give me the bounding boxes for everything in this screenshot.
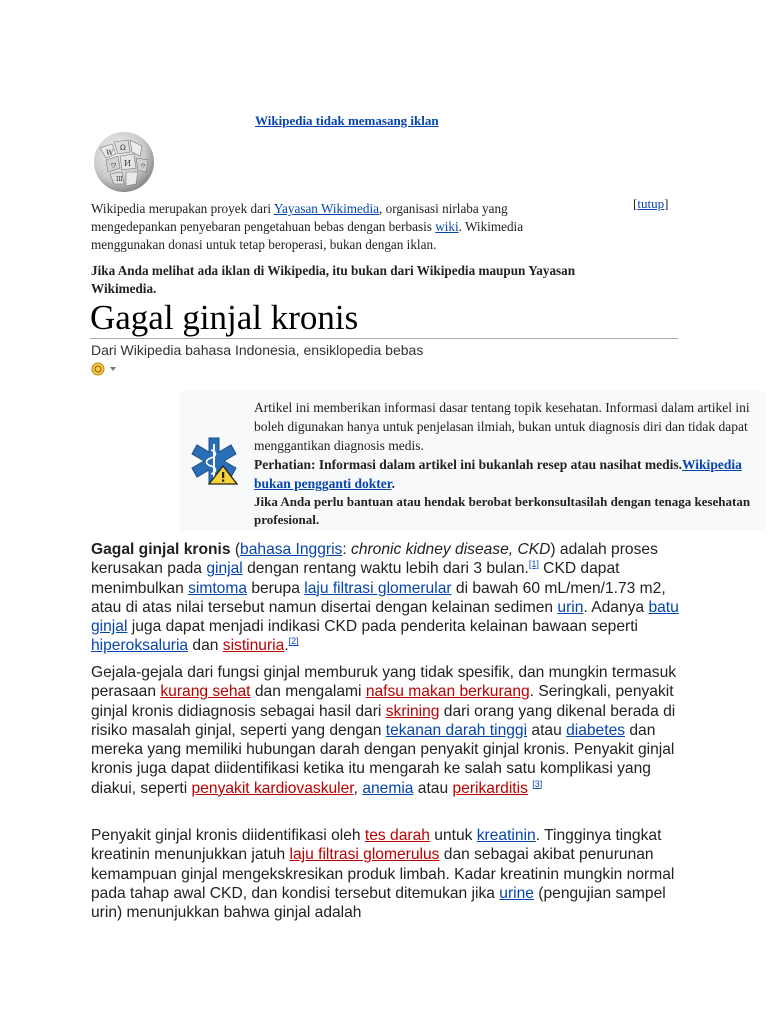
ref-1[interactable]: [1] [528, 559, 539, 570]
paragraph-intro: Gagal ginjal kronis (bahasa Inggris: chronic kidney disease, CKD) adalah proses kerusakan pada ginjal dengan rentang waktu lebih dari 3 bulan.[1] CKD dapat menimbulkan simtoma berupa laju filtrasi glomerular di bawah 60 mL/men/1.73 m2, atau di atas nilai tersebut namun disertai dengan kelainan sedimen urin. Adanya batu ginjal juga dapat menjadi indikasi CKD pada penderita kelainan bawaan seperti hiperoksaluria dan sistinuria.[2] [91, 541, 679, 655]
link-laju-filtrasi-glomerulus[interactable]: laju filtrasi glomerulus [289, 846, 440, 864]
link-perikarditis[interactable]: perikarditis [452, 779, 528, 797]
notice-bold-text: Jika Anda melihat ada iklan di Wikipedia, itu bukan dari Wikipedia maupun Yayasan Wikimedia. [91, 263, 576, 296]
svg-text:Ω: Ω [120, 144, 126, 152]
title-divider [90, 338, 678, 339]
link-tekanan-darah-tinggi[interactable]: tekanan darah tinggi [385, 721, 528, 739]
listen-audio-icon[interactable] [91, 362, 117, 376]
link-anemia[interactable]: anemia [362, 779, 414, 797]
link-bahasa-inggris[interactable]: bahasa Inggris [240, 541, 343, 558]
link-batu-ginjal[interactable]: batu ginjal [91, 598, 679, 636]
no-ads-notice-link[interactable]: Wikipedia tidak memasang iklan [255, 113, 439, 128]
close-notice: [tutup] [633, 196, 669, 211]
paragraph-symptoms: Gejala-gejala dari fungsi ginjal memburuk yang tidak spesifik, dan mungkin termasuk perasaan kurang sehat dan mengalami nafsu makan berkurang. Seringkali, penyakit ginjal kronis didiagnosis sebagai hasil dari skrining dari orang yang dikenal berada di risiko masalah ginjal, seperti yang dengan tekanan darah tinggi atau diabetes dan mereka yang memiliki hubungan darah dengan penyakit ginjal kronis. Penyakit ginjal kronis juga dapat diidentifikasi ketika itu mengarah ke salah satu komplikasi yang diakui, seperti penyakit kardiovaskuler, anemia atau perikarditis [3] [91, 664, 677, 797]
medical-disclaimer-text: Artikel ini memberikan informasi dasar tentang topik kesehatan. Informasi dalam artikel ini boleh digunakan hanya untuk penjelasan ilmiah, bukan untuk diagnosis diri dan tidak dapat menggantikan diagnosis medis. Perhatian: Informasi dalam artikel ini bukanlah resep atau nasihat medis.Wikipedia bukan pengganti dokter. Jika Anda perlu bantuan atau hendak berobat berkonsultasilah dengan tenaga kesehatan profesional. [254, 400, 751, 527]
svg-text:Ш: Ш [116, 176, 123, 183]
dropdown-arrow-icon [110, 367, 116, 371]
svg-text:W: W [106, 149, 114, 157]
link-skrining[interactable]: skrining [385, 702, 440, 720]
link-urin[interactable]: urin [557, 598, 584, 616]
wikipedia-globe-icon [90, 128, 158, 194]
svg-text:И: И [124, 159, 131, 168]
link-laju-filtrasi-glomerular[interactable]: laju filtrasi glomerular [304, 579, 452, 597]
svg-text:ウ: ウ [140, 163, 147, 170]
close-notice-link[interactable]: tutup [637, 196, 665, 211]
link-yayasan-wikimedia[interactable]: Yayasan Wikimedia [273, 201, 380, 216]
link-urine[interactable]: urine [499, 884, 534, 902]
link-kreatinin[interactable]: kreatinin [476, 827, 536, 844]
link-wiki[interactable]: wiki [435, 219, 459, 234]
link-ginjal[interactable]: ginjal [206, 560, 243, 578]
link-not-doctor[interactable]: Wikipedia bukan pengganti dokter [254, 457, 742, 491]
link-diabetes[interactable]: diabetes [566, 721, 626, 739]
paragraph-diagnosis: Penyakit ginjal kronis diidentifikasi oleh tes darah untuk kreatinin. Tingginya tingkat kreatinin menunjukkan jatuh laju filtrasi glomerulus dan sebagai akibat penurunan kemampuan ginjal mengekskresikan produk limbah. Kadar kreatinin mungkin normal pada tahap awal CKD, dan kondisi tersebut ditemukan jika urine (pengujian sampel urin) menunjukkan bahwa ginjal adalah [91, 827, 675, 922]
link-tes-darah[interactable]: tes darah [364, 827, 430, 844]
ref-2[interactable]: [2] [288, 636, 299, 647]
page-subtitle: Dari Wikipedia bahasa Indonesia, ensiklopedia bebas [91, 342, 424, 358]
notice-text: Wikipedia merupakan proyek dari Yayasan Wikimedia, organisasi nirlaba yang mengedepankan penyebaran pengetahuan bebas dengan berbasis wiki. Wikimedia menggunakan donasi untuk tetap beroperasi, bukan dengan iklan. [91, 201, 524, 252]
page-title: Gagal ginjal kronis [90, 298, 359, 337]
link-nafsu-makan-berkurang[interactable]: nafsu makan berkurang [365, 683, 530, 701]
link-hiperoksaluria[interactable]: hiperoksaluria [91, 637, 189, 655]
link-penyakit-kardiovaskuler[interactable]: penyakit kardiovaskuler [191, 779, 354, 797]
link-simtoma[interactable]: simtoma [188, 579, 247, 597]
svg-text:ワ: ワ [110, 162, 117, 170]
medical-warning-icon [191, 436, 239, 486]
ref-3[interactable]: [3] [532, 778, 543, 789]
link-sistinuria[interactable]: sistinuria [222, 637, 285, 655]
link-kurang-sehat[interactable]: kurang sehat [160, 683, 251, 701]
